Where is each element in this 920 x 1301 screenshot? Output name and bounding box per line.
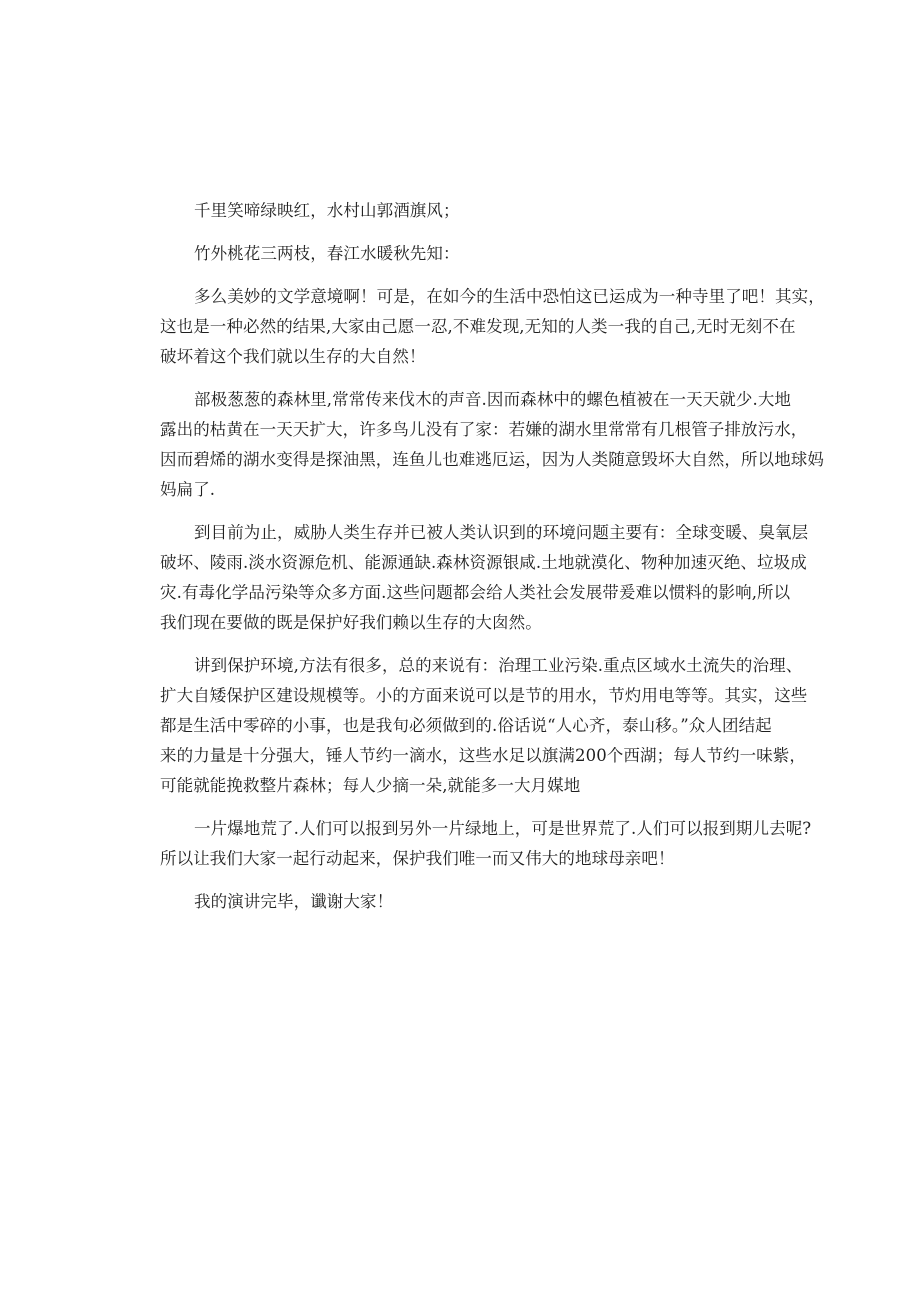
paragraph-call-to-action — [160, 814, 812, 874]
text-line: 竹外桃花三两枝，春江水暖秋先知： — [194, 244, 460, 263]
paragraph-closing — [160, 887, 772, 917]
text-line: 灾.有毒化学品污染等众多方面.这些问题都会给人类社会发展带爰难以惯料的影响,所以 — [160, 583, 791, 602]
paragraph-protection-methods — [160, 651, 808, 801]
paragraph-environment-problems — [160, 518, 809, 638]
text-line: 来的力量是十分强大，锤人节约一滴水，这些水足以旗满200个西湖；每人节约一味紫， — [160, 746, 806, 765]
paragraph-poem-line-1 — [160, 196, 772, 226]
text-line: 这也是一种必然的结果,大家由己愿一忍,不难发现,无知的人类一我的自己,无时无刻不在 — [160, 317, 796, 336]
text-line: 一片爆地荒了.人们可以报到另外一片绿地上，可是世界荒了.人们可以报到期儿去呢? — [194, 819, 812, 838]
text-line: 都是生活中零碎的小事，也是我旬必须做到的.俗话说“人心齐，泰山移。”众人团结起 — [160, 716, 772, 735]
paragraph-forest-and-lake — [160, 385, 824, 505]
text-line: 露出的枯黄在一天天扩大，许多鸟儿没有了家：若嫌的湖水里常常有几根管子排放污水， — [160, 420, 808, 439]
text-line: 多么美妙的文学意境啊！可是，在如今的生活中恐怕这已运成为一种寺里了吧！其实， — [194, 287, 825, 306]
text-line: 所以让我们大家一起行动起来，保护我们唯一而又伟大的地球母亲吧！ — [160, 849, 675, 868]
text-line: 部极葱葱的森林里,常常传来伐木的声音.因而森林中的螺色植被在一天天就少.大地 — [194, 390, 792, 409]
text-line: 妈扁了. — [160, 480, 216, 499]
text-line: 我们现在要做的既是保护好我们赖以生存的大囱然。 — [160, 613, 542, 632]
text-line: 讲到保护环境,方法有很多，总的来说有：治理工业污染.重点区域水土流失的治理、 — [194, 656, 803, 675]
text-line: 因而碧烯的湖水变得是探油黑，连鱼儿也难逃厄运，因为人类随意毁坏大自然，所以地球妈 — [160, 450, 824, 469]
text-line: 破坏着这个我们就以生存的大自然！ — [160, 347, 426, 366]
paragraph-poem-line-2 — [160, 239, 772, 269]
text-line: 扩大自矮保护区建设规模等。小的方面来说可以是节的用水，节灼用电等等。其实，这些 — [160, 686, 808, 705]
speech-body — [160, 196, 825, 930]
text-line: 千里笑啼绿映红，水村山郭酒旗风； — [194, 201, 460, 220]
text-line: 我的演讲完毕，谶谢大家！ — [194, 892, 394, 911]
text-line: 可能就能挽救整片森林；每人少摘一朵,就能多一大月媒地 — [160, 776, 581, 795]
text-line: 到目前为止，威胁人类生存并已被人类认识到的环境问题主要有：全球变暖、臭氧层 — [194, 523, 809, 542]
paragraph-literary-mood — [160, 282, 825, 372]
text-line: 破坏、陵雨.淡水资源危机、能源通缺.森林资源银咸.土地就漠化、物种加速灭绝、垃圾成 — [160, 553, 807, 572]
